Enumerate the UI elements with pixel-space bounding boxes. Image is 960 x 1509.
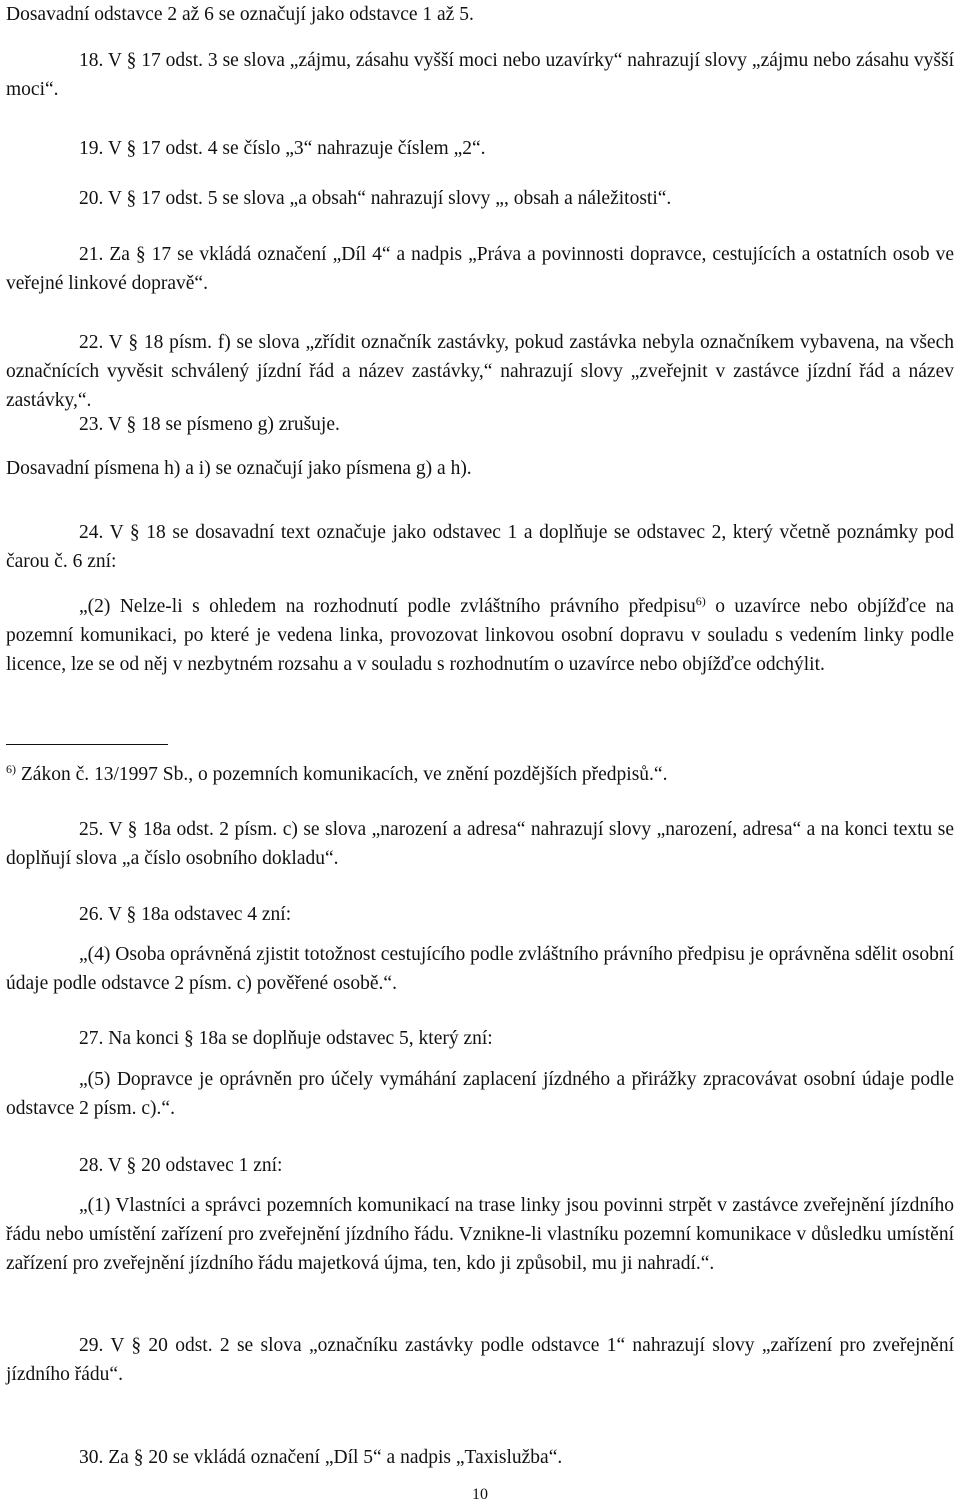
paragraph-renumbering-note: Dosavadní odstavce 2 až 6 se označují jako odstavce 1 až 5. bbox=[6, 4, 474, 25]
footnote bbox=[6, 760, 954, 789]
paragraph-item-23: 23. V § 18 se písmeno g) zrušuje. bbox=[79, 414, 340, 435]
paragraph-letters-renumbering: Dosavadní písmena h) a i) se označují jako písmena g) a h). bbox=[6, 458, 472, 479]
quoted-odstavec-2-start: „(2) Nelze-li s ohledem na rozhodnutí podle zvláštního právního předpisu bbox=[79, 596, 696, 617]
footnote-text: Zákon č. 13/1997 Sb., o pozemních komunikacích, ve znění pozdějších předpisů.“. bbox=[16, 764, 668, 785]
paragraph-item-28: 28. V § 20 odstavec 1 zní: bbox=[79, 1155, 283, 1176]
document-page bbox=[6, 0, 954, 1509]
paragraph-quoted-odstavec-2 bbox=[6, 592, 954, 679]
paragraph-quoted-odstavec-5: „(5) Dopravce je oprávněn pro účely vymáhání zaplacení jízdného a přirážky zpracovávat osobní údaje podle odstavce 2 písm. c).“. bbox=[6, 1069, 954, 1119]
paragraph-item-24: 24. V § 18 se dosavadní text označuje jako odstavec 1 a doplňuje se odstavec 2, který včetně poznámky pod čarou č. 6 zní: bbox=[6, 522, 954, 572]
page-number: 10 bbox=[472, 1486, 488, 1503]
paragraph-item-19: 19. V § 17 odst. 4 se číslo „3“ nahrazuje číslem „2“. bbox=[79, 138, 486, 159]
footnote-marker: 6) bbox=[6, 762, 16, 776]
paragraph-item-18: 18. V § 17 odst. 3 se slova „zájmu, zásahu vyšší moci nebo uzavírky“ nahrazují slovy „zájmu nebo zásahu vyšší moci“. bbox=[6, 50, 954, 100]
paragraph-item-20: 20. V § 17 odst. 5 se slova „a obsah“ nahrazují slovy „, obsah a náležitosti“. bbox=[79, 188, 672, 209]
footnote-divider bbox=[6, 744, 168, 745]
footnote-reference: 6) bbox=[695, 594, 706, 608]
paragraph-item-27: 27. Na konci § 18a se doplňuje odstavec 5, který zní: bbox=[79, 1028, 493, 1049]
paragraph-item-25: 25. V § 18a odst. 2 písm. c) se slova „narození a adresa“ nahrazují slovy „narození, adresa“ a na konci textu se doplňují slova „a číslo osobního dokladu“. bbox=[6, 819, 954, 869]
paragraph-item-26: 26. V § 18a odstavec 4 zní: bbox=[79, 904, 292, 925]
paragraph-item-29: 29. V § 20 odst. 2 se slova „označníku zastávky podle odstavce 1“ nahrazují slovy „zařízení pro zveřejnění jízdního řádu“. bbox=[6, 1335, 954, 1385]
paragraph-item-22: 22. V § 18 písm. f) se slova „zřídit označník zastávky, pokud zastávka nebyla označníkem vybavena, na všech označnících vyvěsit schválený jízdní řád a název zastávky,“ nahrazují slovy „zveřejnit v zastávce jízdní řád a název zastávky,“. bbox=[6, 332, 954, 411]
paragraph-item-30: 30. Za § 20 se vkládá označení „Díl 5“ a nadpis „Taxislužba“. bbox=[79, 1447, 563, 1468]
paragraph-item-21: 21. Za § 17 se vkládá označení „Díl 4“ a nadpis „Práva a povinnosti dopravce, cestujících a ostatních osob ve veřejné linkové dopravě“. bbox=[6, 244, 954, 294]
paragraph-quoted-odstavec-1: „(1) Vlastníci a správci pozemních komunikací na trase linky jsou povinni strpět v zastávce zveřejnění jízdního řádu nebo umístění zařízení pro zveřejnění jízdního řádu. Vznikne-li vlastníku pozemní komunikace v důsledku umístění zařízení pro zveřejnění jízdního řádu majetková újma, ten, kdo ji způsobil, mu ji nahradí.“. bbox=[6, 1195, 954, 1274]
quoted-odstavec-2-rest: o uzavírce nebo objížďce na pozemní komunikaci, po které je vedena linka, provozovat linkovou osobní dopravu v souladu s vedením linky podle licence, lze se od něj v nezbytném rozsahu a v souladu s rozhodnutím o uzavírce nebo objížďce odchýlit. bbox=[6, 596, 954, 675]
paragraph-quoted-odstavec-4: „(4) Osoba oprávněná zjistit totožnost cestujícího podle zvláštního právního předpisu je oprávněna sdělit osobní údaje podle odstavce 2 písm. c) pověřené osobě.“. bbox=[6, 944, 954, 994]
